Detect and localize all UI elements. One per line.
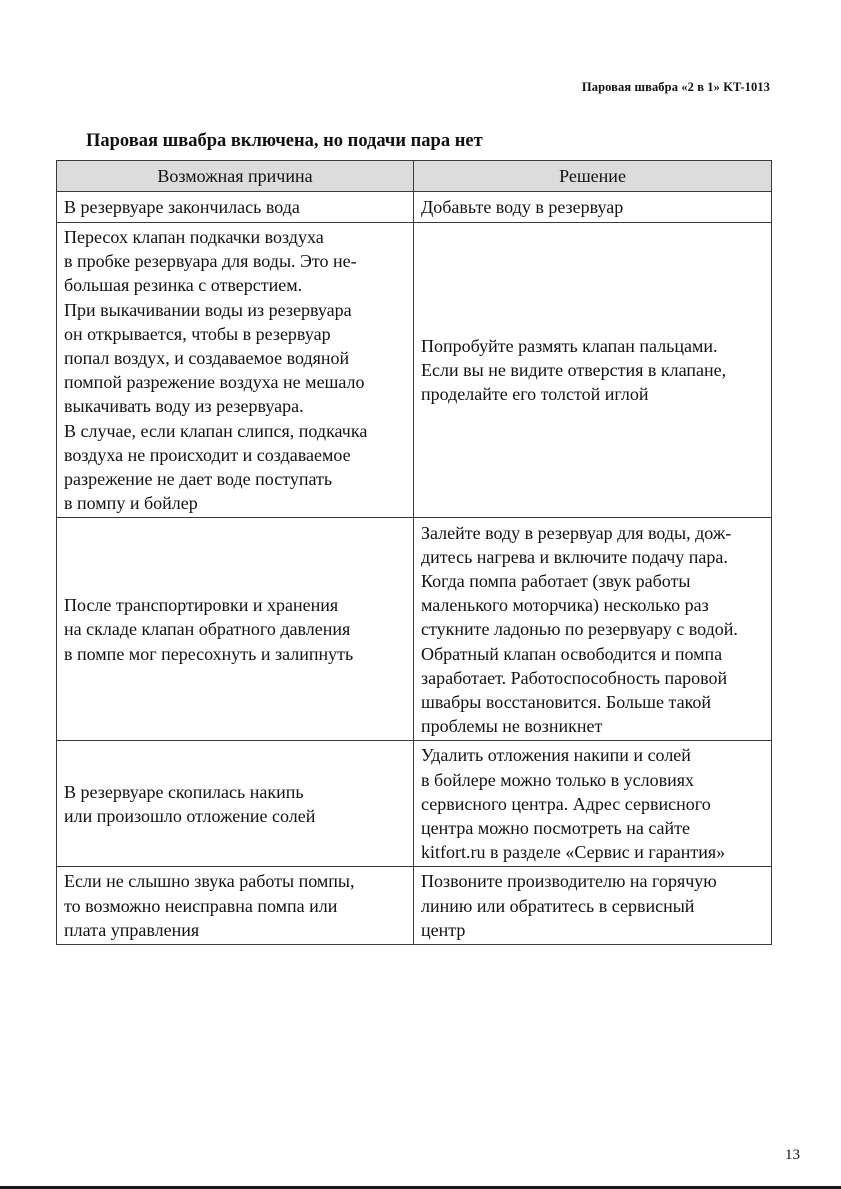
cause-cell: Пересох клапан подкачки воздуха в пробке резервуара для воды. Это не- большая резинка с отверстием. При выкачивании воды из резервуара он открывается, чтобы в резервуар попал воздух, и создаваемое водяной помпой разрежение воздуха не мешало выкачивать воду из резервуара. В случае, если клапан слипся, подкачка воздуха не происходит и создаваемое разрежение не дает воде поступать в помпу и бойлер <box>57 223 414 518</box>
section-title: Паровая швабра включена, но подачи пара нет <box>86 131 483 151</box>
cause-cell: Если не слышно звука работы помпы, то возможно неисправна помпа или плата управления <box>57 867 414 945</box>
table-row <box>57 192 772 223</box>
page-number: 13 <box>785 1147 800 1163</box>
solution-cell: Позвоните производителю на горячую линию или обратитесь в сервисный центр <box>414 867 772 945</box>
solution-cell: Удалить отложения накипи и солей в бойлере можно только в условиях сервисного центра. Адрес сервисного центра можно посмотреть на сайте kitfort.ru в разделе «Сервис и гарантия» <box>414 741 772 867</box>
table-header-row <box>57 161 772 192</box>
cause-cell: В резервуаре закончилась вода <box>57 192 414 223</box>
solution-cell: Добавьте воду в резервуар <box>414 192 772 223</box>
running-header: Паровая швабра «2 в 1» KT-1013 <box>581 80 770 94</box>
table-row <box>57 518 772 741</box>
solution-cell: Залейте воду в резервуар для воды, дож- дитесь нагрева и включите подачу пара. Когда помпа работает (звук работы маленького моторчика) несколько раз стукните ладонью по резервуару с водой. Обратный клапан освободится и помпа заработает. Работоспособность паровой швабры восстановится. Больше такой проблемы не возникнет <box>414 518 772 741</box>
cause-cell: После транспортировки и хранения на складе клапан обратного давления в помпе мог пересохнуть и залипнуть <box>57 518 414 741</box>
column-header-cause: Возможная причина <box>57 161 414 192</box>
cause-cell: В резервуаре скопилась накипь или произошло отложение солей <box>57 741 414 867</box>
troubleshooting-table <box>56 160 772 945</box>
table-row <box>57 223 772 518</box>
table-row <box>57 741 772 867</box>
column-header-solution: Решение <box>414 161 772 192</box>
solution-cell: Попробуйте размять клапан пальцами. Если вы не видите отверстия в клапане, проделайте его толстой иглой <box>414 223 772 518</box>
table-row <box>57 867 772 945</box>
